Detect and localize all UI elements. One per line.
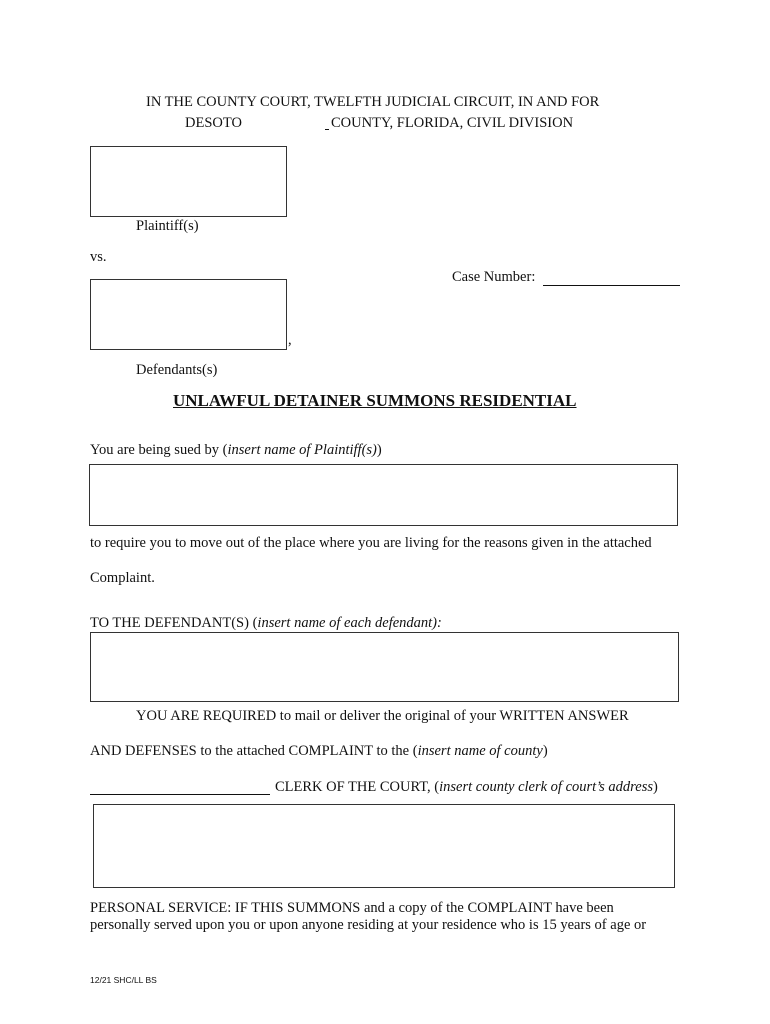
defenses-instruction: insert name of county [417,743,543,759]
clerk-line [275,779,658,796]
each-defendant-input[interactable] [91,633,678,701]
vs-label: vs. [90,249,107,265]
defendant-name-input[interactable] [91,280,286,349]
each-defendant-field[interactable] [90,632,679,702]
defendant-comma: , [288,332,292,348]
require-move-line: to require you to move out of the place where you are living for the reasons given in the attached [90,535,652,551]
court-header-line2: COUNTY, FLORIDA, CIVIL DIVISION [331,115,574,131]
clerk-instruction: insert county clerk of court’s address [439,779,653,795]
defenses-line [90,743,548,760]
document-title: UNLAWFUL DETAINER SUMMONS RESIDENTIAL [173,391,577,410]
to-defendant-instruction: insert name of each defendant): [257,615,442,631]
sued-by-suffix: ) [376,442,382,458]
clerk-text: CLERK OF THE COURT, ( [275,779,440,795]
defendant-name-field[interactable] [90,279,287,350]
clerk-suffix: ) [653,779,658,795]
county-blank-field[interactable] [90,779,270,795]
sued-by-prefix: You are being sued by ( [90,442,228,458]
county-underline [325,129,329,130]
case-number-field[interactable] [543,270,680,286]
case-number-label: Case Number: [452,269,536,285]
plaintiff-name-input[interactable] [91,147,286,216]
sued-by-instruction: insert name of Plaintiff(s) [227,442,377,458]
sued-by-line [90,442,382,459]
plaintiff-name-field[interactable] [90,146,287,217]
defendant-label: Defendants(s) [136,362,218,378]
personal-service-line2: personally served upon you or upon anyone residing at your residence who is 15 years of age or [90,917,647,933]
you-are-required-line: YOU ARE REQUIRED to mail or deliver the original of your WRITTEN ANSWER [136,708,629,724]
plaintiff-suing-field[interactable] [89,464,678,526]
to-defendant-line [90,615,442,632]
personal-service-line1: PERSONAL SERVICE: IF THIS SUMMONS and a copy of the COMPLAINT have been [90,900,614,916]
complaint-word: Complaint. [90,570,155,586]
plaintiff-label: Plaintiff(s) [136,218,199,234]
plaintiff-suing-input[interactable] [90,465,677,525]
clerk-address-field[interactable] [93,804,675,888]
to-defendant-prefix: TO THE DEFENDANT(S) ( [90,615,258,631]
defenses-suffix: ) [542,743,548,759]
county-name: DESOTO [185,115,242,131]
form-code-footer: 12/21 SHC/LL BS [90,975,157,985]
clerk-address-input[interactable] [94,805,674,887]
defenses-prefix: AND DEFENSES to the attached COMPLAINT to the ( [90,743,418,759]
court-header-line1: IN THE COUNTY COURT, TWELFTH JUDICIAL CIRCUIT, IN AND FOR [146,94,600,110]
